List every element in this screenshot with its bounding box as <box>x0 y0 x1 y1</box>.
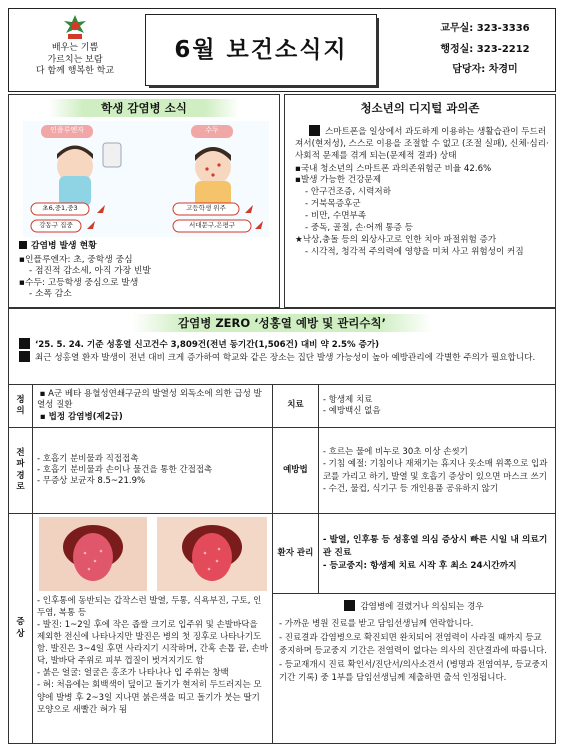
square-bullet-icon <box>19 351 30 362</box>
flu-line: - 소폭 감소 <box>29 289 72 300</box>
flu-chickenpox-illustration <box>23 121 269 237</box>
digital-problem: - 안구건조증, 시력저하 <box>305 187 392 198</box>
contact-line: 행정실: 323-2212 <box>440 43 530 55</box>
row-label: 증상 <box>9 514 33 744</box>
symptom-line: - 혀: 처음에는 회백색이 덮이고 돌기가 현저히 두드러지는 모양에 발병 후 2~3일 지나면 붉은색을 띠고 돌기가 붓는 딸기 모양으로 새빨간 혀가 됨 <box>36 680 262 715</box>
management-line: - 등교중지: 항생제 치료 시작 후 최소 24시간까지 <box>322 561 517 572</box>
symptom-line: - 붉은 얼굴: 얼굴은 홍조가 나타나나 입 주위는 창백 <box>36 668 229 679</box>
flu-section-title: 학생 감염병 소식 <box>49 99 239 117</box>
contact-line: 교무실: 323-3336 <box>440 23 530 34</box>
prevention-line: - 기침 예절: 기침이나 재채기는 휴지나 옷소매 위쪽으로 입과 코를 가리고 하기, 발열 및 호흡기 증상이 있으면 마스크 쓰기 <box>322 459 548 482</box>
flu-status: 감염병 발생 현황 ▪인플루엔자: 초, 중학생 중심 - 점진적 감소세, 아직 가장 빈발 ▪수두: 고등학생 중심으로 발생 - 소폭 감소 <box>19 241 275 301</box>
treatment-line: - 항생제 치료 <box>322 394 373 405</box>
definition-text: A군 베타 용혈성연쇄구균의 발열성 외독소에 의한 급성 발열성 질환 <box>36 389 262 411</box>
strawberry-tongue-photo <box>33 517 272 591</box>
contact-line: 담당자: 차경미 <box>452 64 518 75</box>
img-tag: 고등학생 위주 <box>186 204 226 212</box>
flu-section <box>8 94 280 308</box>
scarlet-fever-news: 최근 성홍열 환자 발생이 전년 대비 크게 증가하여 학교와 같은 장소는 집단 발생 가능성이 높아 예방관리에 각별한 주의가 필요합니다. <box>35 353 536 364</box>
definition-legal: 법정 감염병(제2급) <box>48 411 123 422</box>
flu-line: 인플루엔자: 초, 중학생 중심 <box>24 254 133 265</box>
row-label: 환자 관리 <box>272 514 318 594</box>
digital-body: 스마트폰을 일상에서 과도하게 이용하는 생활습관이 두드러져서(현저성), 스스로 이용을 조절할 수 없고 (조절 실패), 신체·심리·사회적 문제를 겪게 되는(문제적 결과) 상태 ▪국내 청소년의 스마트폰 과의존위험군 비율 42.6% ▪발생 가능한 건강문제 - 안구건조증, 시력저하 - 거북목증후군 - 비만, 수면부족 - 중독, 골절, 손·어깨 통증 등 ★낙상,충돌 등의 외상사고로 인한 치아 파절위험 증가 - 시각적, 청각적 주의력에 영향을 미쳐 사고 위험성이 커짐 <box>295 125 551 258</box>
school-emblem-icon <box>60 13 90 41</box>
flu-line: - 점진적 감소세, 아직 가장 빈발 <box>29 266 151 277</box>
square-bullet-icon <box>344 600 355 611</box>
square-bullet-icon <box>309 125 320 136</box>
square-bullet-icon <box>19 338 30 349</box>
school-logo-box <box>15 13 135 89</box>
route-line: - 호흡기 분비물과 손이나 물건을 통한 간접접촉 <box>36 464 213 475</box>
scarlet-fever-title: 감염병 ZERO ‘성홍열 예방 및 관리수칙’ <box>132 314 432 332</box>
digital-section <box>284 94 556 308</box>
table-row: 정의 ▪ A군 베타 용혈성연쇄구균의 발열성 외독소에 의한 급성 발열성 질환 ▪ 법정 감염병(제2급) 치료 - 항생제 치료 - 예방백신 없음 <box>9 385 556 428</box>
sick-line: - 가까운 병원 진료를 받고 담임선생님께 연락합니다. <box>278 619 474 630</box>
header <box>8 8 556 92</box>
digital-problem: - 비만, 수면부족 <box>305 211 367 222</box>
title-box <box>145 14 377 86</box>
scarlet-fever-table <box>8 384 556 744</box>
square-bullet-icon <box>19 241 27 249</box>
row-label: 예방법 <box>272 428 318 514</box>
management-line: - 발열, 인후통 등 성홍열 의심 증상시 빠른 시일 내 의료기관 진료 <box>322 534 548 558</box>
newsletter-page <box>8 8 556 748</box>
flu-status-heading: 감염병 발생 현황 <box>31 241 97 251</box>
digital-section-title: 청소년의 디지털 과의존 <box>360 101 480 115</box>
img-label-chickenpox: 수두 <box>205 126 219 134</box>
scarlet-fever-intro <box>8 308 556 384</box>
route-line: - 호흡기 분비물과 직접접촉 <box>36 453 139 464</box>
motto-line: 다 함께 행복한 학교 <box>35 66 115 77</box>
prevention-line: - 흐르는 물에 비누로 30초 이상 손씻기 <box>322 446 468 457</box>
treatment-line: - 예방백신 없음 <box>322 406 381 416</box>
motto-line: 가르치는 보람 <box>47 54 103 65</box>
table-row <box>9 428 556 514</box>
page-title: 6월 보건소식지 <box>174 36 348 63</box>
img-tag: 초6,중1,중3 <box>42 204 78 212</box>
route-line: - 무증상 보균자 8.5~21.9% <box>36 476 146 487</box>
table-row <box>9 514 556 594</box>
digital-problem: - 거북목증후군 <box>305 199 361 210</box>
scarlet-fever-news: ‘25. 5. 24. 기준 성홍열 신고건수 3,809건(전년 동기간(1,506건) 대비 약 2.5% 증가) <box>35 340 380 350</box>
digital-problem: - 중독, 골절, 손·어깨 통증 등 <box>305 222 413 233</box>
sick-title: 감염병에 걸렸거나 의심되는 경우 <box>360 602 484 612</box>
contact-info <box>425 19 545 81</box>
row-label: 치료 <box>272 385 318 428</box>
sick-line: - 진료결과 감염병으로 확진되면 완치되어 전염력이 사라질 때까지 등교중지하며 등교중지 기간은 전염력이 없다는 의사의 진단결과에 따릅니다. <box>278 632 547 657</box>
img-tag: 서대문구,은평구 <box>188 221 236 229</box>
flu-line: 수두: 고등학생 중심으로 발생 <box>24 277 139 288</box>
digital-intro: 스마트폰을 일상에서 과도하게 이용하는 생활습관이 두드러져서(현저성), 스스로 이용을 조절할 수 없고 (조절 실패), 신체·심리·사회적 문제를 겪게 되는(문제적 결과) 상태 <box>295 127 549 161</box>
digital-problems-title: 발생 가능한 건강문제 <box>300 175 382 186</box>
img-tag: 강동구 집중 <box>39 221 73 229</box>
symptom-line: - 발진: 1~2일 후에 작은 좁쌀 크기로 입주위 및 손발바닥을 제외한 전신에 나타나지만 발진은 병의 첫 징후로 나타나기도 함. 발진은 3~4일 후면 사라지기 시작하며, 간혹 손톱 끝, 손바닥, 발바닥 주위로 피부 껍질이 벗겨지기도 함 <box>36 620 268 667</box>
motto-line: 배우는 기쁨 <box>51 43 99 53</box>
sick-line: - 등교재개시 진료 확인서/진단서/의사소견서 (병명과 전염여부, 등교중지기간 기록) 중 1부를 담임선생님께 제출하면 출석 인정됩니다. <box>278 659 549 684</box>
digital-safety: ★낙상,충돌 등의 외상사고로 인한 치아 파절위험 증가 <box>295 234 497 245</box>
prevention-line: - 수건, 물컵, 식기구 등 개인용품 공유하지 않기 <box>322 483 499 494</box>
symptom-line: - 인후통에 동반되는 갑작스런 발열, 두통, 식욕부진, 구토, 인두염, 복통 등 <box>36 596 262 619</box>
row-label: 정의 <box>9 385 33 428</box>
img-label-flu: 인플루엔자 <box>50 126 84 134</box>
row-label: 전파 경로 <box>9 428 33 514</box>
digital-safety-sub: - 시각적, 청각적 주의력에 영향을 미쳐 사고 위험성이 커짐 <box>305 246 524 257</box>
digital-stat: 국내 청소년의 스마트폰 과의존위험군 비율 42.6% <box>300 163 492 174</box>
